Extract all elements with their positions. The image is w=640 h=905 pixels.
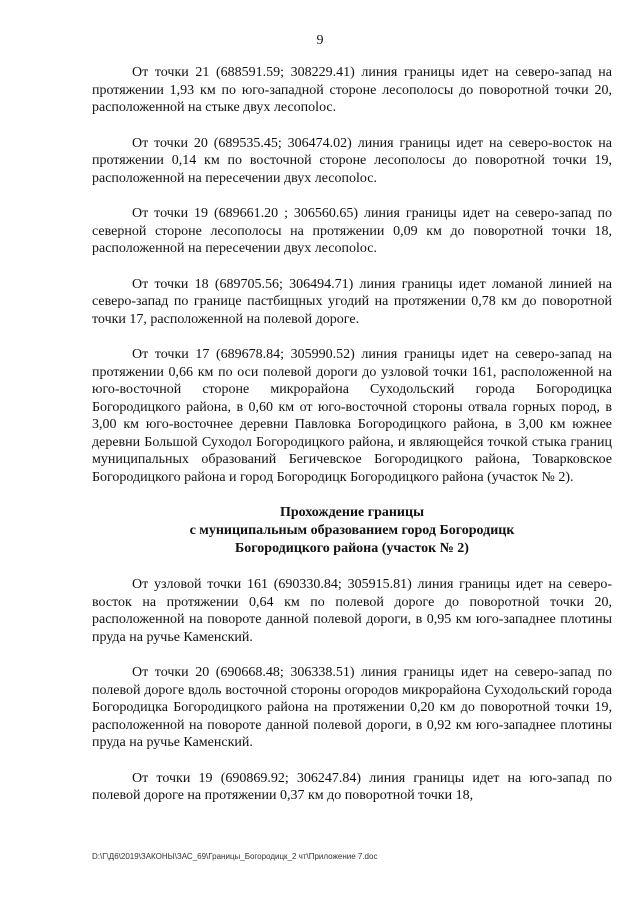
paragraph-point-20-b: От точки 20 (690668.48; 306338.51) линия границы идет на северо-запад по полевой дороге вдоль восточной стороны огородов микрорайона Суходольский города Богородицка Богородицкого района на протяжении 0,20 км до поворотной точки 19, расположенной на повороте данной полевой дороги, в 0,92 км юго-западнее плотины пруда на ручье Каменский. bbox=[92, 665, 612, 750]
file-path-footer: D:\Г\Д6\2019\ЗАКОНЫ\ЗАС_69\Границы_Богородицк_2 чт\Приложение 7.doc bbox=[92, 852, 378, 861]
paragraph-point-19: От точки 19 (689661.20 ; 306560.65) линия границы идет на северо-запад по северной стороне лесополосы на протяжении 0,09 км до поворотной точки 18, расположенной на пересечении двух лесопolос. bbox=[92, 206, 612, 256]
paragraph-point-17: От точки 17 (689678.84; 305990.52) линия границы идет на северо-запад на протяжении 0,66 км по оси полевой дороги до узловой точки 161, расположенной на юго-восточной стороне микрорайона Суходольский города Богородицка Богородицкого района, в 0,60 км от юго-восточной стороны отвала горных пород, в 3,00 км юго-восточнее деревни Павловка Богородицкого района, в 3,00 км южнее деревни Большой Суходол Богородицкого района, и являющейся точкой стыка границ муниципальных образований Бегичевское Богородицкого района, Товарковское Богородицкого района и город Богородицк Богородицкого района (участок № 2). bbox=[92, 347, 612, 485]
page-number: 9 bbox=[316, 33, 324, 48]
paragraph-point-18: От точки 18 (689705.56; 306494.71) линия границы идет ломаной линией на северо-запад по границе пастбищных угодий на протяжении 0,78 км до поворотной точки 17, расположенной на полевой дороге. bbox=[92, 276, 612, 327]
section-heading-line-2: с муниципальным образованием город Богородицк bbox=[189, 523, 515, 538]
paragraph-point-21: От точки 21 (688591.59; 308229.41) линия границы идет на северо-запад на протяжении 1,93 км по юго-западной стороне лесополосы до поворотной точки 20, расположенной на стыке двух лесопolос. bbox=[92, 65, 612, 115]
document-body bbox=[92, 64, 612, 823]
section-heading-line-1: Прохождение границы bbox=[279, 505, 424, 520]
paragraph-point-20: От точки 20 (689535.45; 306474.02) линия границы идет на северо-восток на протяжении 0,14 км по восточной стороне лесополосы до поворотной точки 19, расположенной на пересечении двух лесопolос. bbox=[92, 135, 612, 186]
paragraph-point-19-b: От точки 19 (690869.92; 306247.84) линия границы идет на юго-запад по полевой дороге на протяжении 0,37 км до поворотной точки 18, bbox=[92, 770, 612, 803]
section-heading bbox=[92, 504, 612, 558]
section-heading-line-3: Богородицкого района (участок № 2) bbox=[235, 541, 469, 556]
paragraph-node-161: От узловой точки 161 (690330.84; 305915.81) линия границы идет на северо-восток на протяжении 0,64 км по полевой дороге до поворотной точки 20, расположенной на повороте данной полевой дороги, в 0,95 км юго-западнее плотины пруда на ручье Каменский. bbox=[92, 577, 612, 645]
